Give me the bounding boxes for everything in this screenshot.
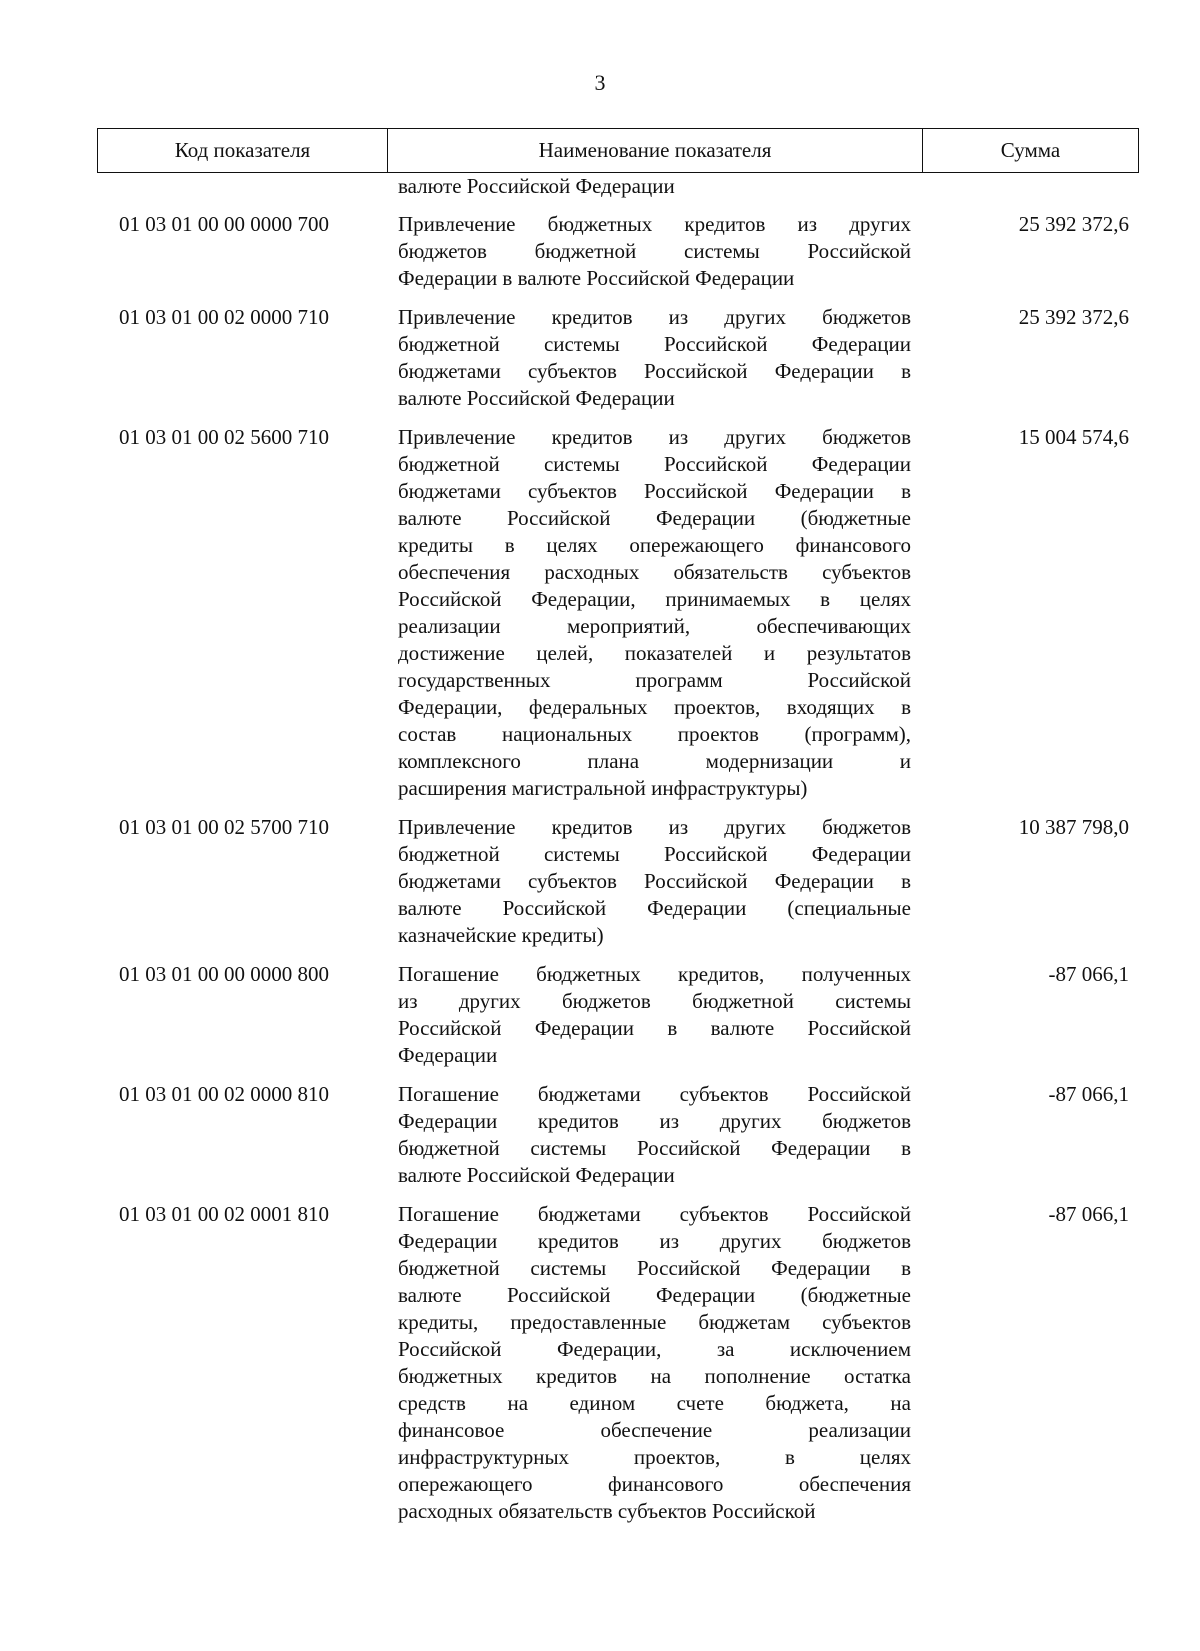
table-header (97, 128, 1139, 173)
description-line: финансовое обеспечение реализации (398, 1418, 911, 1442)
description-line: бюджетной системы Российской Федерации (398, 452, 911, 476)
description-line: обеспечения расходных обязательств субъектов (398, 560, 911, 584)
table-row (97, 1201, 1139, 1525)
description-line: расходных обязательств субъектов Российской (398, 1499, 816, 1523)
description-line: Привлечение бюджетных кредитов из других (398, 212, 911, 236)
description-line: состав национальных проектов (программ), (398, 722, 911, 746)
description-line: государственных программ Российской (398, 668, 911, 692)
description-line: валюте Российской Федерации (бюджетные (398, 1283, 911, 1307)
description-line: Привлечение кредитов из других бюджетов (398, 305, 911, 329)
table-row (97, 211, 1139, 292)
description-line: бюджетов бюджетной системы Российской (398, 239, 911, 263)
description-line: казначейские кредиты) (398, 923, 604, 947)
description-line: бюджетами субъектов Российской Федерации в (398, 359, 911, 383)
page-number: 3 (594, 70, 606, 95)
description-line: бюджетной системы Российской Федерации (398, 842, 911, 866)
description-line: кредиты в целях опережающего финансового (398, 533, 911, 557)
row-sum: 15 004 574,6 (1018, 425, 1129, 449)
description-line: валюте Российской Федерации (специальные (398, 896, 911, 920)
description-line: Погашение бюджетами субъектов Российской (398, 1202, 911, 1226)
row-code: 01 03 01 00 02 0001 810 (119, 1202, 329, 1226)
description-line: кредиты, предоставленные бюджетам субъектов (398, 1310, 911, 1334)
description-line: валюте Российской Федерации (398, 1163, 675, 1187)
row-code: 01 03 01 00 02 0000 710 (119, 305, 329, 329)
description-line: Российской Федерации, за исключением (398, 1337, 911, 1361)
continuation-line: валюте Российской Федерации (398, 174, 675, 198)
description-line: Федерации, федеральных проектов, входящих в (398, 695, 911, 719)
table-row (97, 814, 1139, 949)
row-description (398, 1201, 911, 1525)
row-code: 01 03 01 00 02 5600 710 (119, 425, 329, 449)
row-description (398, 814, 911, 949)
row-sum: 25 392 372,6 (1018, 305, 1129, 329)
table-row (97, 304, 1139, 412)
row-sum: -87 066,1 (1048, 1082, 1129, 1106)
row-code: 01 03 01 00 02 5700 710 (119, 815, 329, 839)
description-line: Привлечение кредитов из других бюджетов (398, 425, 911, 449)
table-row (97, 424, 1139, 802)
table-row (97, 1081, 1139, 1189)
header-name: Наименование показателя (388, 129, 923, 172)
description-line: валюте Российской Федерации (398, 386, 675, 410)
description-line: бюджетной системы Российской Федерации (398, 332, 911, 356)
description-line: бюджетной системы Российской Федерации в (398, 1256, 911, 1280)
description-line: Федерации (398, 1043, 498, 1067)
table-rows (97, 211, 1139, 1525)
row-sum: 10 387 798,0 (1018, 815, 1129, 839)
row-sum: -87 066,1 (1048, 962, 1129, 986)
description-line: Погашение бюджетных кредитов, полученных (398, 962, 911, 986)
description-line: валюте Российской Федерации (бюджетные (398, 506, 911, 530)
description-line: бюджетной системы Российской Федерации в (398, 1136, 911, 1160)
row-description (398, 961, 911, 1069)
row-description (398, 1081, 911, 1189)
table-body (97, 173, 1139, 1525)
row-description (398, 211, 911, 292)
table-row (97, 961, 1139, 1069)
description-line: Привлечение кредитов из других бюджетов (398, 815, 911, 839)
row-code: 01 03 01 00 00 0000 800 (119, 962, 329, 986)
row-sum: -87 066,1 (1048, 1202, 1129, 1226)
row-description (398, 304, 911, 412)
row-sum: 25 392 372,6 (1018, 212, 1129, 236)
description-line: расширения магистральной инфраструктуры) (398, 776, 808, 800)
description-line: комплексного плана модернизации и (398, 749, 911, 773)
description-line: Погашение бюджетами субъектов Российской (398, 1082, 911, 1106)
description-line: Российской Федерации в валюте Российской (398, 1016, 911, 1040)
header-sum: Сумма (1000, 138, 1061, 162)
description-line: реализации мероприятий, обеспечивающих (398, 614, 911, 638)
description-line: средств на едином счете бюджета, на (398, 1391, 911, 1415)
description-line: инфраструктурных проектов, в целях (398, 1445, 911, 1469)
row-code: 01 03 01 00 00 0000 700 (119, 212, 329, 236)
description-line: бюджетами субъектов Российской Федерации в (398, 869, 911, 893)
description-line: бюджетных кредитов на пополнение остатка (398, 1364, 911, 1388)
description-line: опережающего финансового обеспечения (398, 1472, 911, 1496)
row-code: 01 03 01 00 02 0000 810 (119, 1082, 329, 1106)
description-line: Федерации кредитов из других бюджетов (398, 1109, 911, 1133)
header-code: Код показателя (98, 129, 388, 172)
description-line: достижение целей, показателей и результатов (398, 641, 911, 665)
row-description (398, 424, 911, 802)
description-line: Российской Федерации, принимаемых в целях (398, 587, 911, 611)
description-line: Федерации кредитов из других бюджетов (398, 1229, 911, 1253)
description-line: из других бюджетов бюджетной системы (398, 989, 911, 1013)
description-line: бюджетами субъектов Российской Федерации в (398, 479, 911, 503)
description-line: Федерации в валюте Российской Федерации (398, 266, 795, 290)
